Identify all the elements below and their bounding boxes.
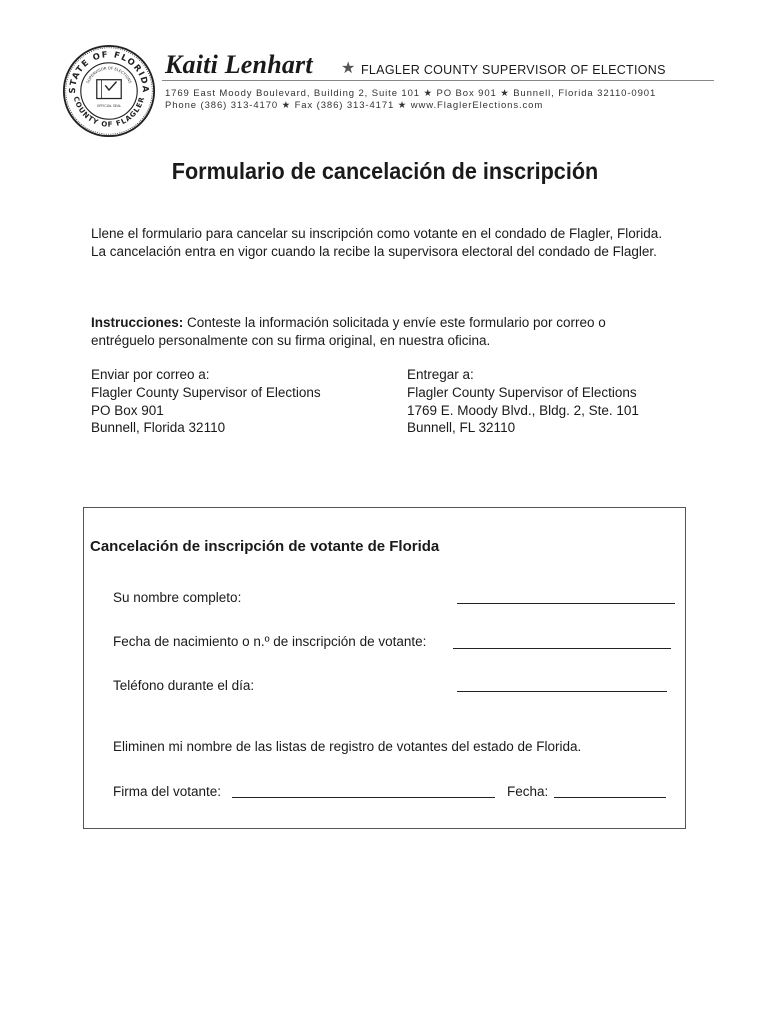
delivery-line-2: 1769 E. Moody Blvd., Bldg. 2, Ste. 101 — [407, 402, 639, 418]
cancellation-form-box — [83, 507, 686, 829]
intro-paragraph: Llene el formulario para cancelar su inscripción como votante en el condado de Flagler, Florida. La cancelación entra en vigor cuando la recibe la supervisora electoral del condado de Flagler. — [91, 226, 663, 259]
header-divider — [162, 80, 714, 81]
delivery-line-3: Bunnell, FL 32110 — [407, 420, 516, 436]
signature-label: Firma del votante: — [113, 784, 222, 799]
form-title: Cancelación de inscripción de votante de Florida — [90, 538, 440, 555]
seal-inner-bottom-text: OFFICIAL SEAL — [96, 103, 122, 108]
ballot-box-icon — [97, 80, 121, 99]
dob-voter-number-field[interactable] — [453, 648, 671, 649]
mail-heading: Enviar por correo a: — [91, 367, 210, 382]
mail-line-3: Bunnell, Florida 32110 — [91, 420, 226, 436]
date-label: Fecha: — [507, 784, 549, 799]
office-title: FLAGLER COUNTY SUPERVISOR OF ELECTIONS — [361, 63, 666, 77]
instructions-text: Conteste la información solicitada y envíe este formulario por correo o entréguelo personalmente con su firma original, en nuestra oficina. — [91, 315, 606, 348]
date-field[interactable] — [554, 797, 666, 798]
instructions-label: Instrucciones: — [91, 315, 184, 330]
office-address: 1769 East Moody Boulevard, Building 2, Suite 101 ★ PO Box 901 ★ Bunnell, Florida 32110-0901 — [165, 88, 657, 99]
daytime-phone-label: Teléfono durante el día: — [113, 678, 255, 693]
seal-bottom-text: COUNTY OF FLAGLER — [71, 95, 147, 129]
seal-top-text: STATE OF FLORIDA — [67, 49, 151, 94]
instructions-paragraph — [91, 314, 671, 350]
dob-voter-number-label: Fecha de nacimiento o n.º de inscripción de votante: — [113, 634, 427, 649]
delivery-line-1: Flagler County Supervisor of Elections — [407, 384, 637, 400]
full-name-field[interactable] — [457, 603, 675, 604]
mail-address-block — [91, 366, 321, 437]
star-icon: ★ — [341, 60, 356, 77]
seal-inner-top-text: SUPERVISOR OF ELECTIONS — [85, 66, 133, 84]
removal-statement: Eliminen mi nombre de las listas de registro de votantes del estado de Florida. — [113, 739, 582, 754]
delivery-heading: Entregar a: — [407, 367, 474, 382]
mail-line-2: PO Box 901 — [91, 402, 164, 418]
page-title: Formulario de cancelación de inscripción — [171, 158, 599, 184]
county-seal-logo — [62, 44, 156, 138]
daytime-phone-field[interactable] — [457, 691, 667, 692]
supervisor-name: Kaiti Lenhart — [165, 50, 313, 79]
office-contact: Phone (386) 313-4170 ★ Fax (386) 313-4171 ★ www.FlaglerElections.com — [165, 100, 544, 111]
mail-line-1: Flagler County Supervisor of Elections — [91, 384, 321, 400]
full-name-label: Su nombre completo: — [113, 590, 242, 605]
delivery-address-block — [407, 366, 639, 437]
svg-text:SUPERVISOR OF ELECTIONS — [86, 66, 132, 84]
signature-field[interactable] — [232, 797, 495, 798]
